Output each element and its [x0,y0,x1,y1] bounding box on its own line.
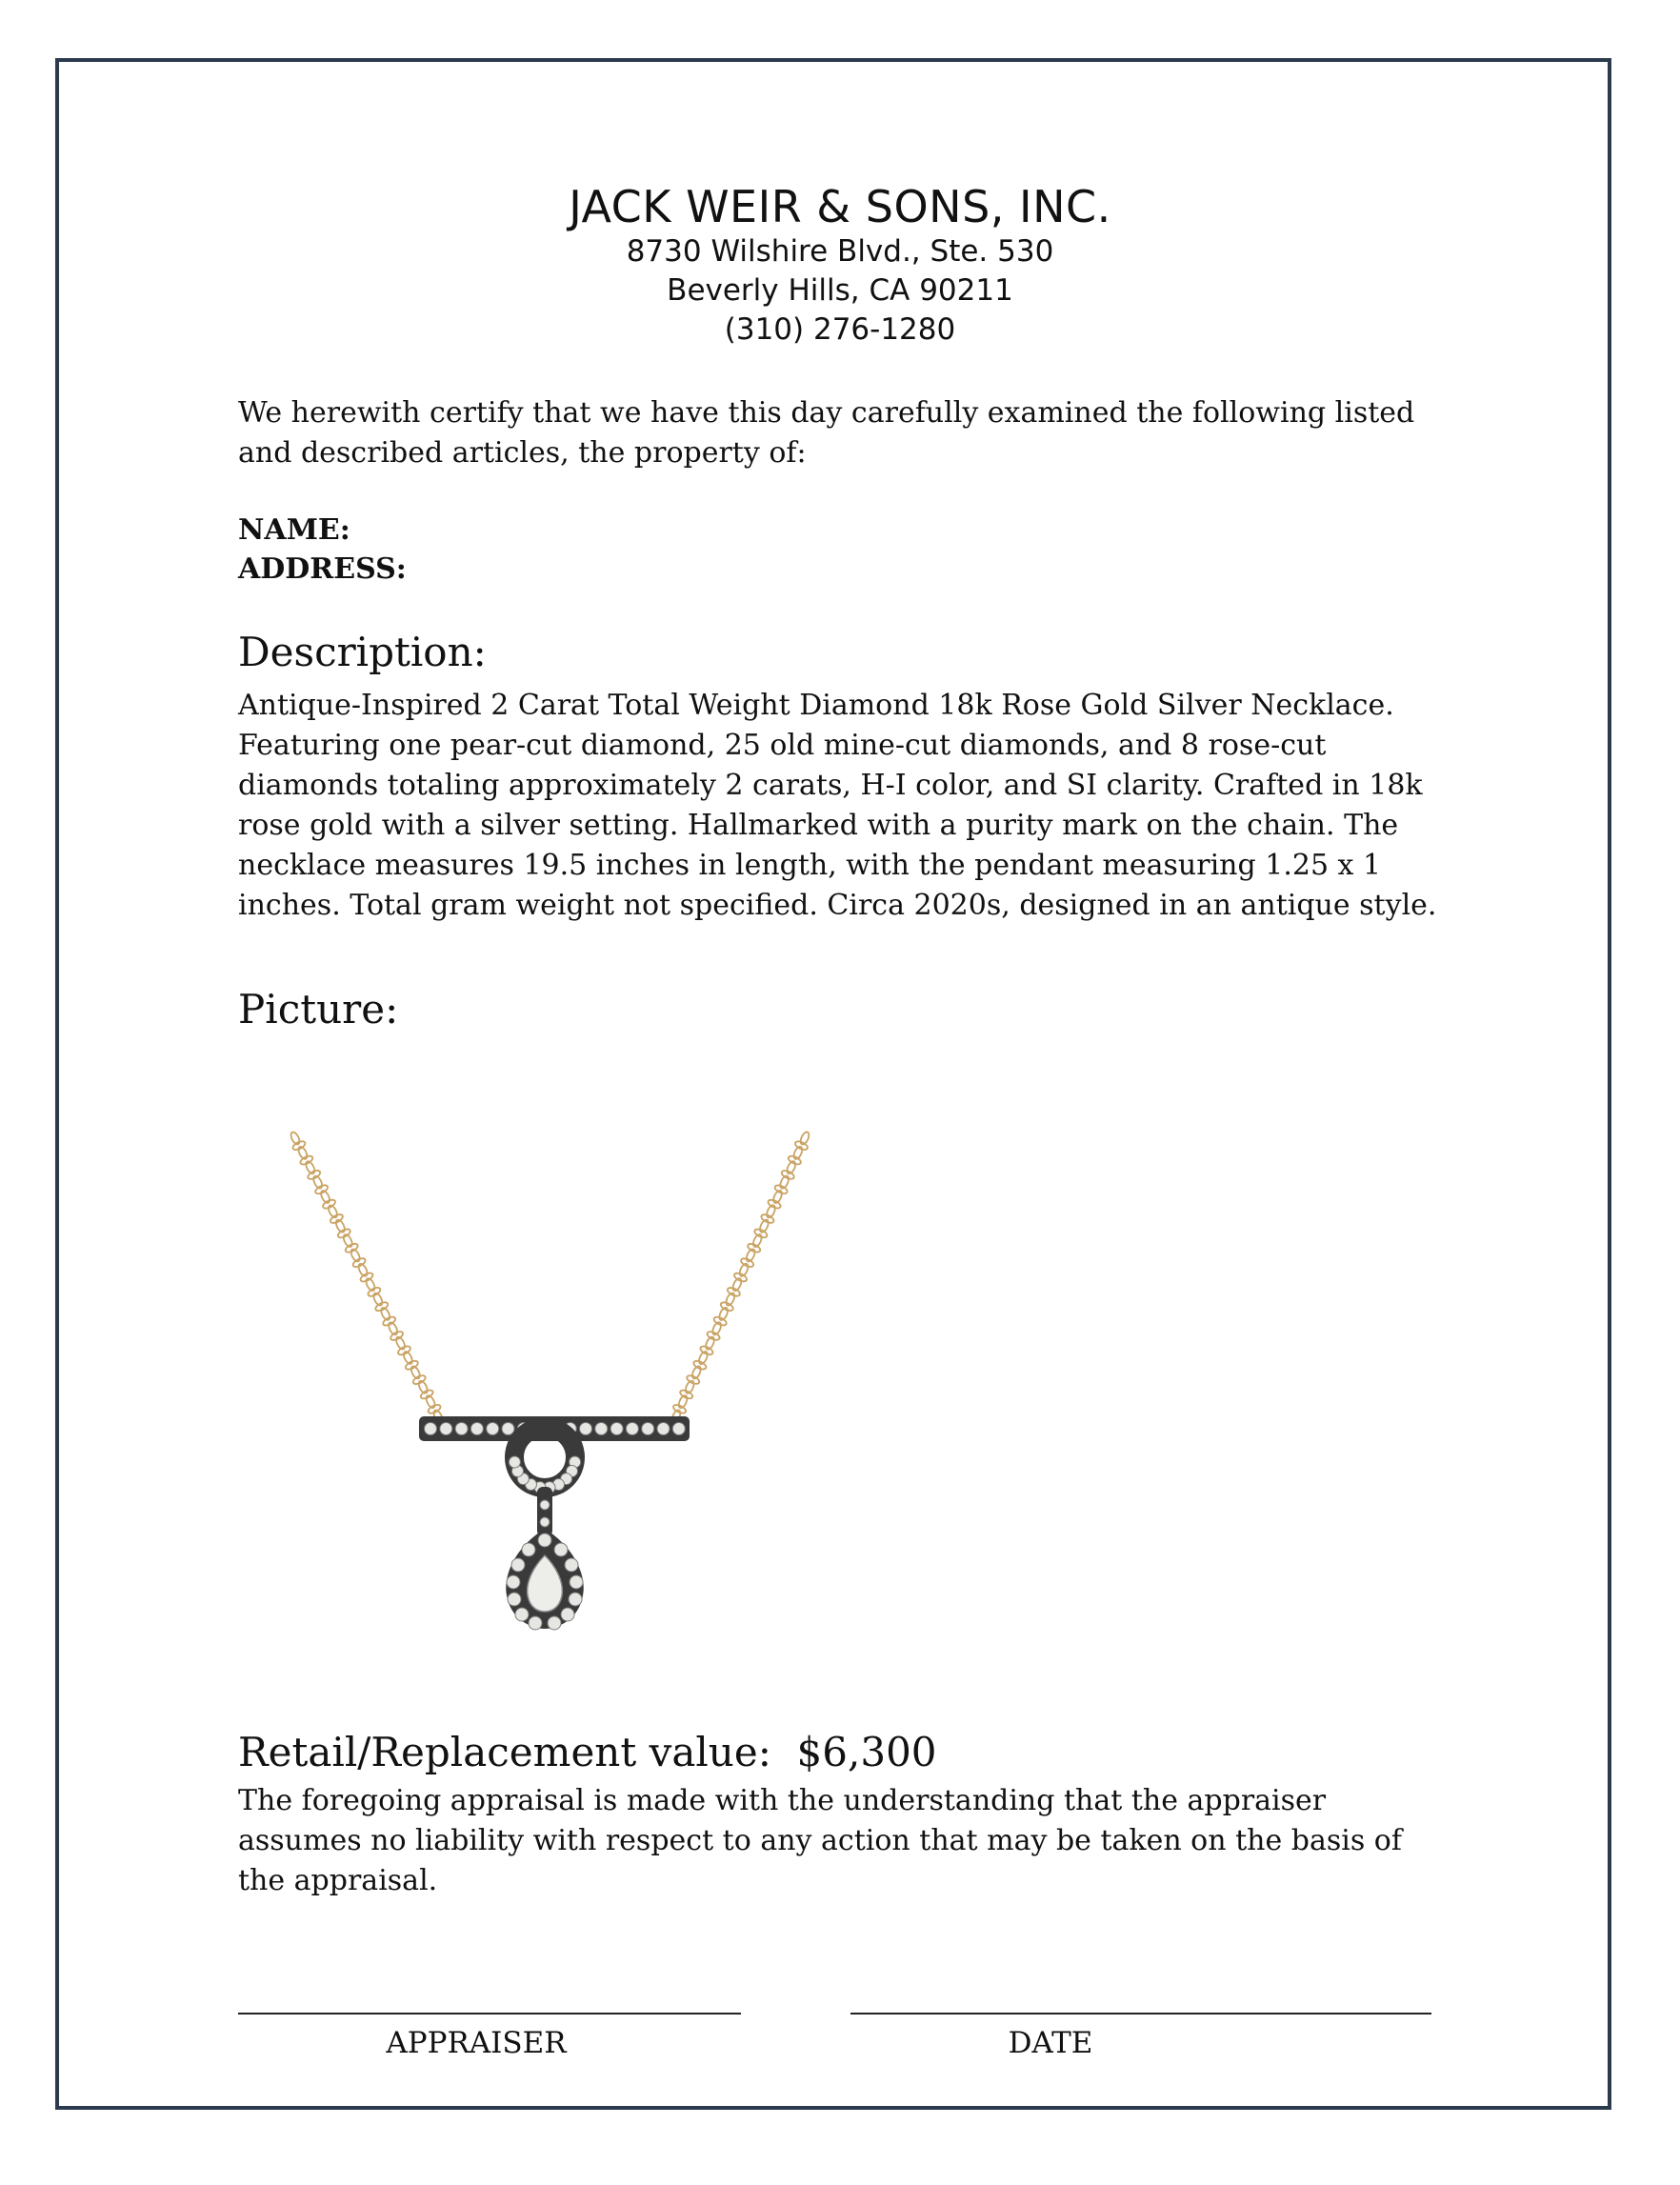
address-line-1: 8730 Wilshire Blvd., Ste. 530 [626,234,1054,269]
picture-heading: Picture: [238,986,399,1032]
diamond-stone [570,1575,583,1589]
diamond-stone [511,1558,525,1572]
description-text: Antique-Inspired 2 Carat Total Weight Diamond 18k Rose Gold Silver Necklace. Featuring one pear-cut diamond, 25 old mine-cut diamonds, and 8 rose-cut diamonds totaling approximately 2 carats, H-I color, and SI clarity. Crafted in 18k rose gold with a silver setting. Hallmarked with a purity mark on the chain. The necklace measures 19.5 inches in length, with the pendant measuring 1.25 x 1 inches. Total gram weight not specified. Circa 2020s, designed in an antique style. [238,689,1437,922]
name-label: NAME: [238,513,350,547]
letterhead [0,181,1680,350]
phone-number: (310) 276-1280 [724,312,956,347]
appraiser-signature-line [238,2013,741,2015]
description-heading: Description: [238,629,487,675]
diamond-stone [507,1575,520,1589]
diamond-stone [538,1534,551,1547]
company-name: JACK WEIR & SONS, INC. [569,181,1111,232]
necklace-illustration [286,1129,819,1634]
chain-right [670,1131,810,1424]
disclaimer-text: The foregoing appraisal is made with the understanding that the appraiser assumes no liability with respect to any action that may be taken on the basis of the appraisal. [238,1784,1402,1897]
diamond-stone [595,1423,608,1435]
address-label: ADDRESS: [238,552,407,586]
diamond-stone [554,1543,568,1556]
diamond-stone [487,1423,499,1435]
diamond-stone [642,1423,654,1435]
chain-left [290,1131,445,1424]
date-signature-line [850,2013,1431,2015]
date-label: DATE [1008,2026,1093,2060]
necklace-picture [286,1129,819,1634]
diamond-stone [440,1423,452,1435]
diamond-stone [502,1423,514,1435]
diamond-stone [561,1608,574,1621]
connector-diamond [540,1517,550,1527]
diamond-stone [508,1593,521,1606]
diamond-stone [610,1423,623,1435]
valuation-amount: $6,300 [796,1729,937,1775]
diamond-stone [522,1543,535,1556]
diamond-stone [657,1423,670,1435]
owner-fields [238,511,1457,589]
valuation-line [238,1729,1457,1776]
diamond-stone [565,1558,578,1572]
address-line-2: Beverly Hills, CA 90211 [667,273,1013,308]
certification-intro: We herewith certify that we have this day carefully examined the following listed and described articles, the property of: [238,396,1415,470]
connector-diamond [540,1500,550,1510]
appraiser-label: APPRAISER [386,2026,567,2060]
diamond-stone [529,1616,542,1630]
diamond-stone [515,1608,529,1621]
diamond-stone [580,1423,592,1435]
diamond-stone [672,1423,685,1435]
valuation-label: Retail/Replacement value: [238,1729,771,1775]
diamond-stone [470,1423,483,1435]
diamond-stone [626,1423,638,1435]
diamond-stone [455,1423,468,1435]
diamond-stone [425,1423,437,1435]
diamond-stone [569,1593,582,1606]
diamond-stone [548,1616,561,1630]
diamond-stone [509,1456,520,1468]
